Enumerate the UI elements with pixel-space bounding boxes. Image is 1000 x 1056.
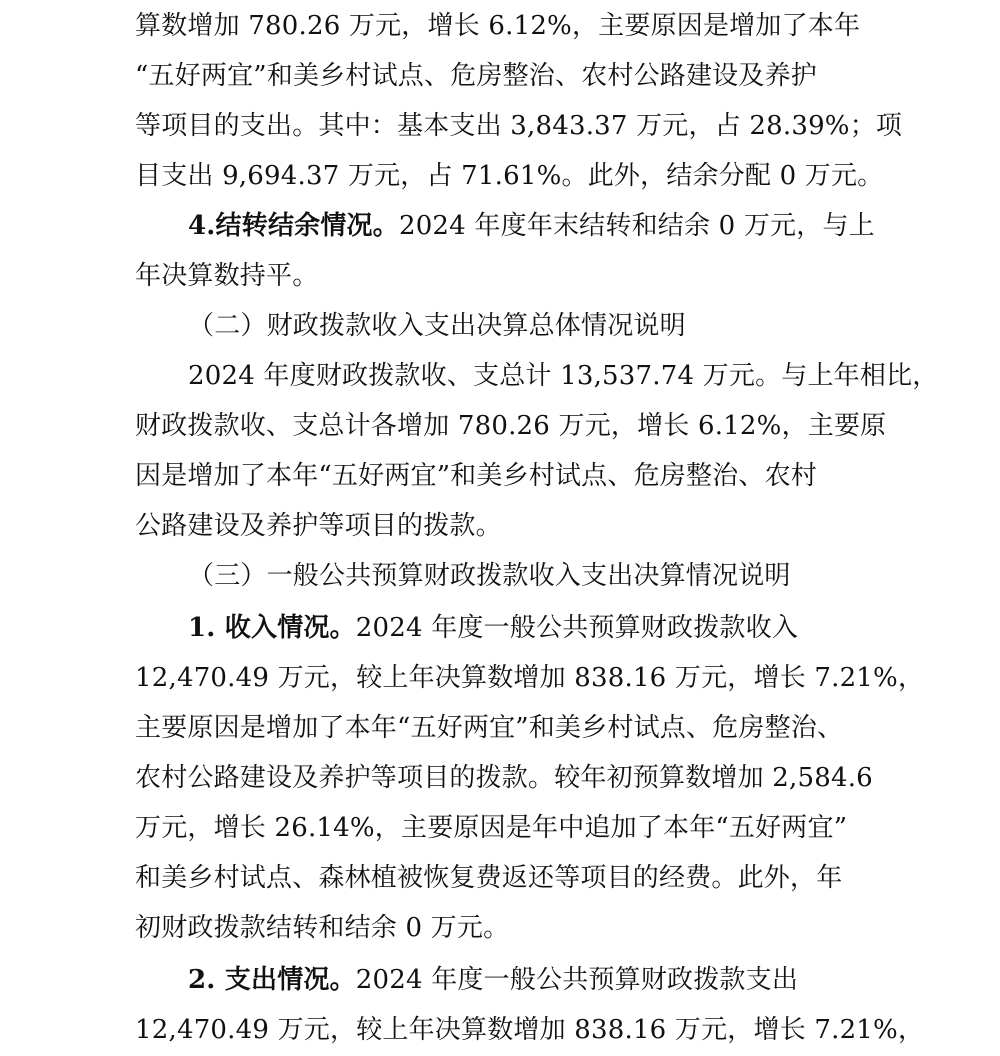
text-line: [0, 656, 1000, 700]
text-line: [0, 454, 1000, 498]
text-line: [0, 504, 1000, 548]
text-line: [0, 104, 1000, 148]
line-text: 12,470.49 万元，较上年决算数增加 838.16 万元，增长 7.21%，: [135, 663, 925, 693]
text-line: [0, 906, 1000, 950]
line-text: 2024 年度一般公共预算财政拨款支出: [355, 965, 799, 995]
text-line: [0, 1008, 1000, 1052]
line-text: 算数增加 780.26 万元，增长 6.12%，主要原因是增加了本年: [135, 11, 861, 41]
line-text: 2024 年度一般公共预算财政拨款收入: [355, 613, 799, 643]
line-text: 2024 年度年末结转和结余 0 万元，与上: [398, 211, 875, 241]
line-text: “五好两宜”和美乡村试点、危房整治、农村公路建设及养护: [135, 61, 817, 91]
text-line: [0, 404, 1000, 448]
text-line: [0, 706, 1000, 750]
text-line: [0, 756, 1000, 800]
text-line: [0, 354, 1000, 398]
line-text: 财政拨款收、支总计各增加 780.26 万元，增长 6.12%，主要原: [135, 411, 887, 441]
line-text: （二）财政拨款收入支出决算总体情况说明: [188, 311, 686, 341]
subsection-heading: [0, 554, 1000, 598]
text-line: [0, 806, 1000, 850]
line-text: 万元，增长 26.14%，主要原因是年中追加了本年“五好两宜”: [135, 813, 848, 843]
section-heading-line: [0, 958, 1000, 1002]
line-text: 农村公路建设及养护等项目的拨款。较年初预算数增加 2,584.6: [135, 763, 873, 793]
text-line: [0, 4, 1000, 48]
section-heading-bold: 2. 支出情况。: [188, 965, 356, 995]
line-text: 初财政拨款结转和结余 0 万元。: [135, 913, 510, 943]
section-heading-bold: 4.结转结余情况。: [188, 211, 399, 241]
text-line: [0, 856, 1000, 900]
line-text: 12,470.49 万元，较上年决算数增加 838.16 万元，增长 7.21%，: [135, 1015, 925, 1045]
section-heading-line: [0, 204, 1000, 248]
line-text: 年决算数持平。: [135, 261, 319, 291]
section-heading-bold: 1. 收入情况。: [188, 613, 356, 643]
line-text: 主要原因是增加了本年“五好两宜”和美乡村试点、危房整治、: [135, 713, 844, 743]
line-text: 公路建设及养护等项目的拨款。: [135, 511, 502, 541]
text-line: [0, 154, 1000, 198]
text-line: [0, 54, 1000, 98]
line-text: 等项目的支出。其中：基本支出 3,843.37 万元，占 28.39%；项: [135, 111, 903, 141]
line-text: （三）一般公共预算财政拨款收入支出决算情况说明: [188, 561, 791, 591]
line-text: 目支出 9,694.37 万元，占 71.61%。此外，结余分配 0 万元。: [135, 161, 884, 191]
line-text: 和美乡村试点、森林植被恢复费返还等项目的经费。此外，年: [135, 863, 843, 893]
text-line: [0, 254, 1000, 298]
subsection-heading: [0, 304, 1000, 348]
section-heading-line: [0, 606, 1000, 650]
line-text: 因是增加了本年“五好两宜”和美乡村试点、危房整治、农村: [135, 461, 817, 491]
line-text: 2024 年度财政拨款收、支总计 13,537.74 万元。与上年相比，: [188, 361, 939, 391]
